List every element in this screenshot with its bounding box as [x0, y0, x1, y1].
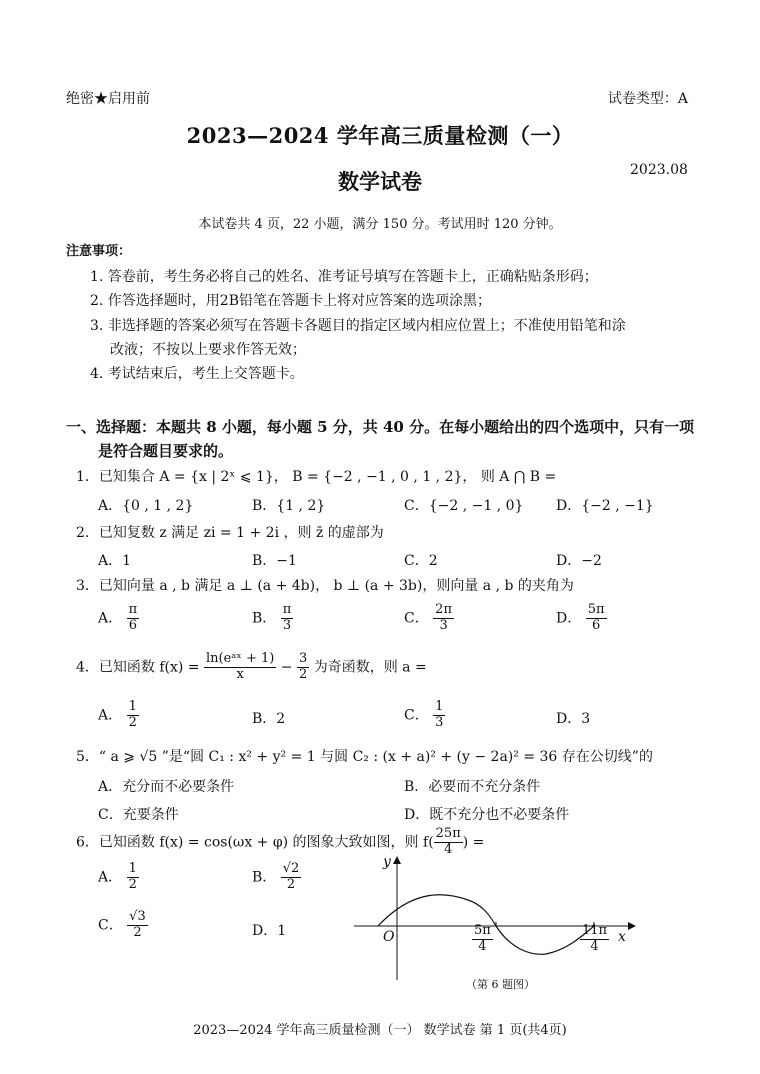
subject-title: 数学试卷 — [338, 169, 422, 194]
fraction: $\frac{5\pi}{4}$ — [474, 923, 491, 954]
q2-option-c: C．2 — [404, 553, 438, 569]
fraction: $\frac{25\pi}{4}$ — [435, 826, 461, 857]
note-item: 3. 非选择题的答案必须写在答题卡各题目的指定区域内相应位置上；不准使用铅笔和涂 — [90, 318, 626, 334]
fraction: $\frac{\text{ln(eᵃˣ + 1)}}{x}$ — [206, 651, 275, 682]
question-5-stem: 5．“ a ⩾ √5 ”是“圆 C₁ : x² + y² = 1 与圆 C₂ : (x + a)² + (y − 2a)² = 36 存在公切线”的 — [76, 749, 653, 765]
question-4-stem: 4．已知函数 f(x) = $\frac{\text{ln(eᵃˣ + 1)}}{x}$ − $\frac{3}{2}$ 为奇函数，则 a = — [76, 651, 427, 682]
q1-option-c: C．{−2 , −1 , 0} — [404, 498, 524, 514]
q6-option-b: B． $\frac{√2}{2}$ — [252, 861, 300, 892]
fraction: $\frac{1}{2}$ — [128, 861, 137, 892]
q5-option-b: B．必要而不充分条件 — [404, 779, 541, 795]
fraction: $\frac{√3}{2}$ — [129, 909, 146, 940]
section-heading-cont: 是符合题目要求的。 — [98, 442, 234, 460]
fraction: $\frac{3}{2}$ — [298, 651, 308, 682]
cosine-graph-figure — [350, 852, 640, 984]
exam-date: 2023.08 — [630, 162, 688, 178]
origin-label: O — [383, 929, 395, 945]
fraction: $\frac{\pi}{6}$ — [128, 602, 138, 633]
question-6-stem: 6．已知函数 f(x) = cos(ωx + φ) 的图象大致如图，则 f( $\frac{25\pi}{4}$ ) = — [76, 826, 485, 857]
q1-option-b: B．{1 , 2} — [252, 498, 326, 514]
q4-option-c: C． $\frac{1}{3}$ — [404, 699, 444, 730]
q3-option-c: C． $\frac{2\pi}{3}$ — [404, 602, 452, 633]
note-item: 4. 考试结束后，考生上交答题卡。 — [90, 366, 304, 382]
page-title: 2023—2024 学年高三质量检测（一） — [186, 123, 574, 148]
note-item: 1. 答卷前，考生务必将自己的姓名、准考证号填写在答题卡上，正确粘贴条形码； — [90, 269, 598, 285]
q1-option-d: D．{−2 , −1} — [556, 498, 654, 514]
x-axis-arrow-icon — [628, 922, 636, 930]
q3-option-d: D． $\frac{5\pi}{6}$ — [556, 602, 605, 633]
page-footer: 2023—2024 学年高三质量检测（一） 数学试卷 第 1 页(共4页) — [193, 1023, 567, 1038]
fraction: $\frac{1}{2}$ — [128, 699, 137, 730]
q5-option-a: A．充分而不必要条件 — [98, 779, 235, 795]
note-item: 2. 作答选择题时，用2B铅笔在答题卡上将对应答案的选项涂黑； — [90, 293, 492, 309]
q6-option-c: C． $\frac{√3}{2}$ — [98, 909, 146, 940]
q2-option-d: D．−2 — [556, 553, 602, 569]
fraction: $\frac{2\pi}{3}$ — [435, 602, 452, 633]
q4-option-d: D．3 — [556, 711, 591, 727]
fraction: $\frac{5\pi}{6}$ — [587, 602, 605, 633]
q5-option-c: C．充要条件 — [98, 807, 179, 823]
y-axis-arrow-icon — [393, 856, 401, 864]
note-item: 改液；不按以上要求作答无效； — [110, 342, 306, 358]
q6-option-a: A． $\frac{1}{2}$ — [98, 861, 137, 892]
q3-option-b: B． $\frac{\pi}{3}$ — [252, 602, 292, 633]
q3-option-a: A． $\frac{\pi}{6}$ — [98, 602, 138, 633]
q2-option-a: A．1 — [98, 553, 132, 569]
question-1-stem: 1．已知集合 A = {x | 2ˣ ⩽ 1}， B = {−2 , −1 , 0 , 1 , 2}， 则 A ⋂ B = — [76, 469, 557, 485]
exam-info: 本试卷共 4 页，22 小题，满分 150 分。考试用时 120 分钟。 — [198, 217, 562, 232]
question-3-stem: 3．已知向量 a , b 满足 a ⊥ (a + 4b)， b ⊥ (a + 3b)，则向量 a , b 的夹角为 — [76, 578, 574, 594]
q5-option-d: D．既不充分也不必要条件 — [404, 807, 570, 823]
paper-type-label: 试卷类型：A — [607, 91, 688, 107]
confidential-label: 绝密★启用前 — [66, 91, 150, 107]
section-heading: 一、选择题：本题共 8 小题，每小题 5 分，共 40 分。在每小题给出的四个选项中，只有一项 — [66, 418, 695, 436]
notes-heading: 注意事项： — [66, 244, 132, 259]
x-axis-label: x — [618, 929, 626, 945]
fraction: $\frac{1}{3}$ — [435, 699, 444, 730]
question-2-stem: 2．已知复数 z 满足 zi = 1 + 2i ，则 z̄ 的虚部为 — [76, 525, 384, 541]
q4-option-a: A． $\frac{1}{2}$ — [98, 699, 137, 730]
tick-label-11pi-4 — [580, 924, 609, 955]
q4-option-b: B．2 — [252, 711, 286, 727]
tick-label-5pi-4 — [472, 924, 493, 955]
y-axis-label: y — [383, 854, 391, 870]
fraction: $\frac{\pi}{3}$ — [282, 602, 292, 633]
q2-option-b: B．−1 — [252, 553, 297, 569]
fraction: $\frac{√2}{2}$ — [282, 861, 300, 892]
figure-caption: （第 6 题图） — [466, 978, 535, 991]
q1-option-a: A．{0 , 1 , 2} — [98, 498, 194, 514]
q6-option-d: D．1 — [252, 923, 287, 939]
fraction: $\frac{11\pi}{4}$ — [582, 923, 608, 954]
